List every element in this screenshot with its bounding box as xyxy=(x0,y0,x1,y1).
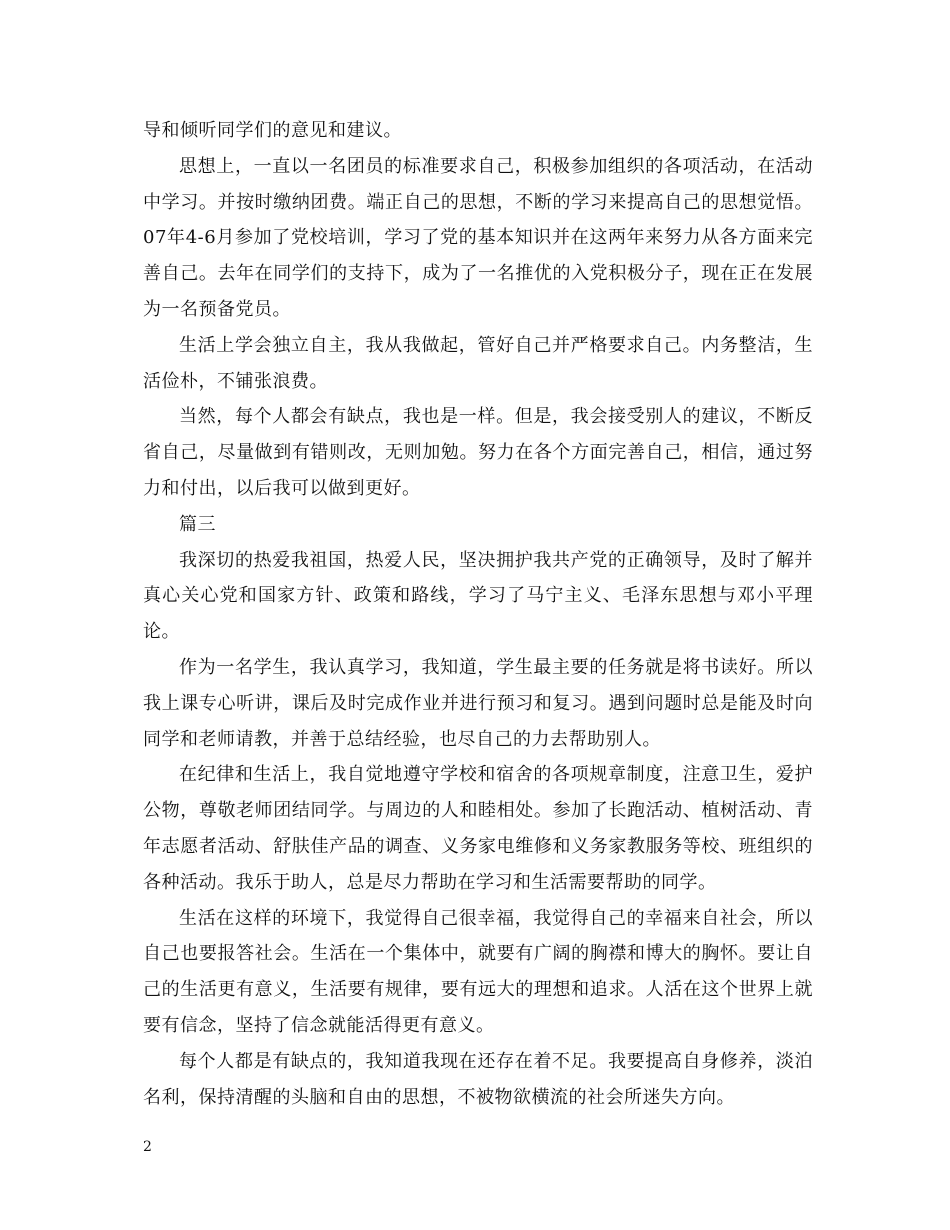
section-heading: 篇三 xyxy=(179,513,216,535)
paragraph-society: 生活在这样的环境下，我觉得自己很幸福，我觉得自己的幸福来自社会，所以自己也要报答社会。生活在一个集体中，就要有广阔的胸襟和博大的胸怀。要让自己的生活更有意义，生活要有规律，要有远大的理想和追求。人活在这个世界上就要有信念，坚持了信念就能活得更有意义。 xyxy=(143,907,813,1036)
paragraph-shortcomings: 当然，每个人都会有缺点，我也是一样。但是，我会接受别人的建议，不断反省自己，尽量做到有错则改，无则加勉。努力在各个方面完善自己，相信，通过努力和付出，以后我可以做到更好。 xyxy=(143,406,813,499)
paragraph-life: 生活上学会独立自主，我从我做起，管好自己并严格要求自己。内务整洁，生活俭朴，不铺张浪费。 xyxy=(143,334,813,392)
page-number: 2 xyxy=(143,1139,152,1155)
paragraph-patriotism: 我深切的热爱我祖国，热爱人民，坚决拥护我共产党的正确领导，及时了解并真心关心党和国家方针、政策和路线，学习了马宁主义、毛泽东思想与邓小平理论。 xyxy=(143,549,813,643)
paragraph-thought: 思想上，一直以一名团员的标准要求自己，积极参加组织的各项活动，在活动中学习。并按时缴纳团费。端正自己的思想，不断的学习来提高自己的思想觉悟。07年4-6月参加了党校培训，学习了党的基本知识并在这两年来努力从各方面来完善自己。去年在同学们的支持下，成为了一名推优的入党积极分子，现在正在发展为一名预备党员。 xyxy=(143,155,813,320)
paragraph-continued: 导和倾听同学们的意见和建议。 xyxy=(143,120,402,141)
paragraph-discipline: 在纪律和生活上，我自觉地遵守学校和宿舍的各项规章制度，注意卫生，爱护公物，尊敬老师团结同学。与周边的人和睦相处。参加了长跑活动、植树活动、青年志愿者活动、舒肤佳产品的调查、义务家电维修和义务家教服务等校、班组织的各种活动。我乐于助人，总是尽力帮助在学习和生活需要帮助的同学。 xyxy=(143,764,813,893)
paragraph-self-improvement: 每个人都是有缺点的，我知道我现在还存在着不足。我要提高自身修养，淡泊名利，保持清醒的头脑和自由的思想，不被物欲横流的社会所迷失方向。 xyxy=(143,1050,813,1108)
body-text xyxy=(143,113,813,1115)
paragraph-study: 作为一名学生，我认真学习，我知道，学生最主要的任务就是将书读好。所以我上课专心听讲，课后及时完成作业并进行预习和复习。遇到问题时总是能及时向同学和老师请教，并善于总结经验，也尽自己的力去帮助别人。 xyxy=(143,656,813,750)
